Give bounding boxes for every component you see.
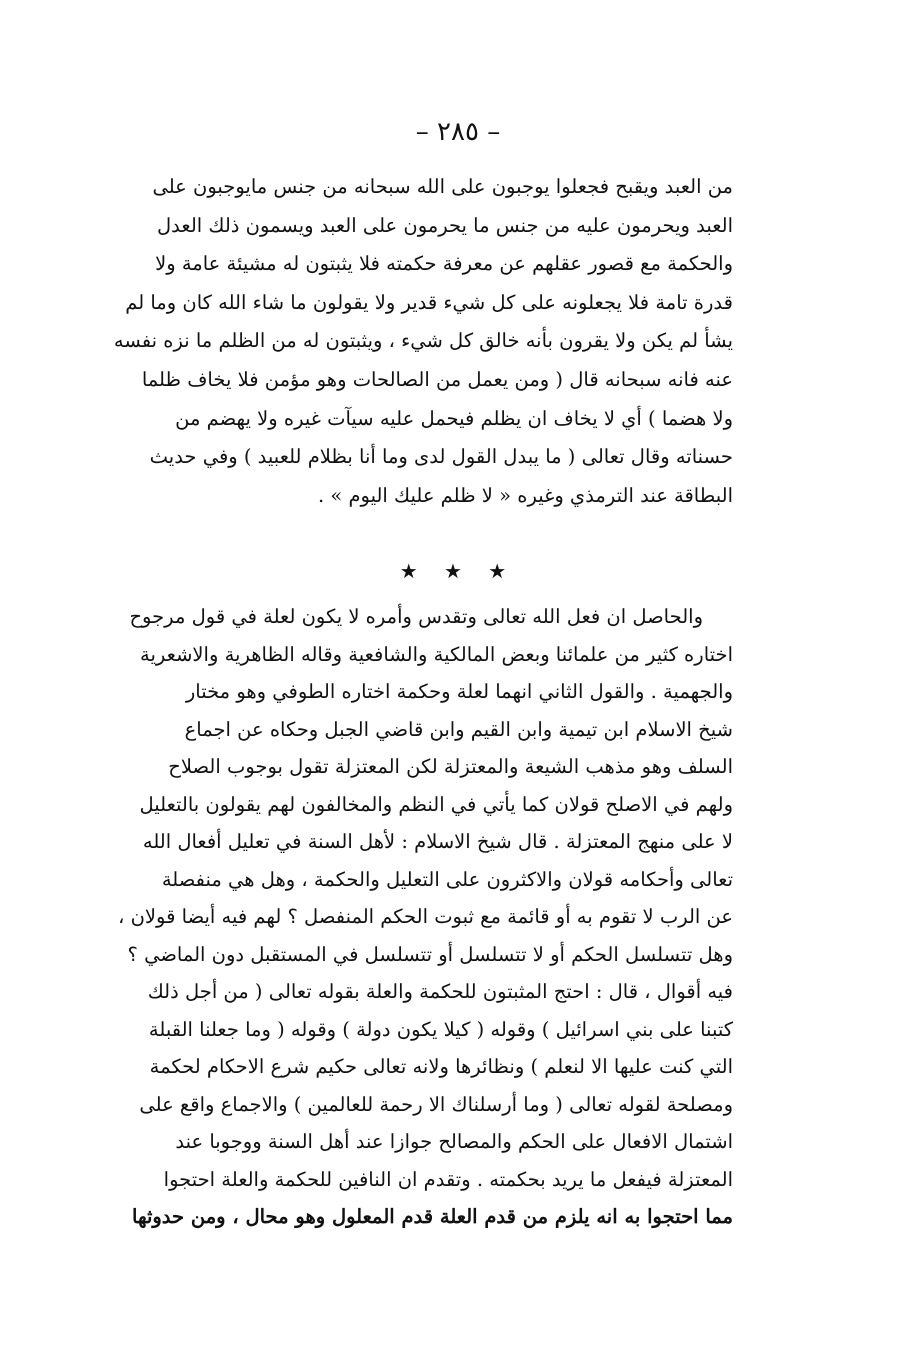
text-line: عن الرب لا تقوم به أو قائمة مع ثبوت الحكم المنفصل ؟ لهم فيه أيضا قولان ، <box>118 905 733 928</box>
text-line: والحكمة مع قصور عقلهم عن معرفة حكمته فلا يثبتون له مشيئة عامة ولا <box>155 252 733 276</box>
text-line: تعالى وأحكامه قولان والاكثرون على التعليل والحكمة ، وهل هي منفصلة <box>161 867 733 891</box>
paragraph-2 <box>118 598 733 1236</box>
paragraph-1 <box>113 168 733 515</box>
text-line: حسناته وقال تعالى ( ما يبدل القول لدى وما أنا بظلام للعبيد ) وفي حديث <box>149 445 733 469</box>
text-line: المعتزلة فيفعل ما يريد بحكمته . وتقدم ان النافين للحكمة والعلة احتجوا <box>163 1167 733 1191</box>
text-line: السلف وهو مذهب الشيعة والمعتزلة لكن المعتزلة تقول بوجوب الصلاح <box>168 755 733 778</box>
text-line: ولهم في الاصلح قولان كما يأتي في النظم والمخالفون لهم يقولون بالتعليل <box>139 792 733 816</box>
text-line: قدرة تامة فلا يجعلونه على كل شيء قدير ولا يقولون ما شاء الله كان وما لم <box>125 290 733 314</box>
text-line: ولا هضما ) أي لا يخاف ان يظلم فيحمل عليه سيآت غيره ولا يهضم من <box>175 406 733 430</box>
text-line: ومصلحة لقوله تعالى ( وما أرسلناك الا رحمة للعالمين ) والاجماع واقع على <box>139 1092 733 1116</box>
text-line: عنه فانه سبحانه قال ( ومن يعمل من الصالحات وهو مؤمن فلا يخاف ظلما <box>141 367 733 391</box>
text-line: شيخ الاسلام ابن تيمية وابن القيم وابن قاضي الجبل وحكاه عن اجماع <box>184 717 733 741</box>
text-line: اختاره كثير من علمائنا وبعض المالكية والشافعية وقاله الظاهرية والاشعرية <box>140 642 733 666</box>
text-line: فيه أقوال ، قال : احتج المثبتون للحكمة والعلة بقوله تعالى ( من أجل ذلك <box>147 980 733 1003</box>
text-line: وهل تتسلسل الحكم أو لا تتسلسل أو تتسلسل في المستقبل دون الماضي ؟ <box>127 942 733 966</box>
text-line: والحاصل ان فعل الله تعالى وتقدس وأمره لا يكون لعلة في قول مرجوح <box>129 605 703 628</box>
text-line: لا على منهج المعتزلة . قال شيخ الاسلام : لأهل السنة في تعليل أفعال الله <box>142 830 733 853</box>
text-line: مما احتجوا به انه يلزم من قدم العلة قدم المعلول وهو محال ، ومن حدوثها <box>132 1205 733 1228</box>
text-line: يشأ لم يكن ولا يقرون بأنه خالق كل شيء ، ويثبتون له من الظلم ما نزه نفسه <box>113 329 733 353</box>
text-line: كتبنا على بني اسرائيل ) وقوله ( كيلا يكون دولة ) وقوله ( وما جعلنا القبلة <box>148 1017 733 1041</box>
text-line: اشتمال الافعال على الحكم والمصالح جوازا عند أهل السنة ووجوبا عند <box>175 1130 733 1153</box>
section-separator: ★ ★ ★ <box>399 559 517 583</box>
text-line: والجهمية . والقول الثاني انهما لعلة وحكمة اختاره الطوفي وهو مختار <box>185 680 733 703</box>
text-line: العبد ويحرمون عليه من جنس ما يحرمون على العبد ويسمون ذلك العدل <box>157 213 733 237</box>
text-line: من العبد ويقبح فجعلوا يوجبون على الله سبحانه من جنس مايوجبون على <box>152 175 733 198</box>
page-number: – ٢٨٥ – <box>415 117 501 147</box>
text-line: البطاقة عند الترمذي وغيره « لا ظلم عليك اليوم » . <box>317 483 733 507</box>
text-line: التي كنت عليها الا لنعلم ) ونظائرها ولانه تعالى حكيم شرع الاحكام لحكمة <box>149 1055 733 1078</box>
